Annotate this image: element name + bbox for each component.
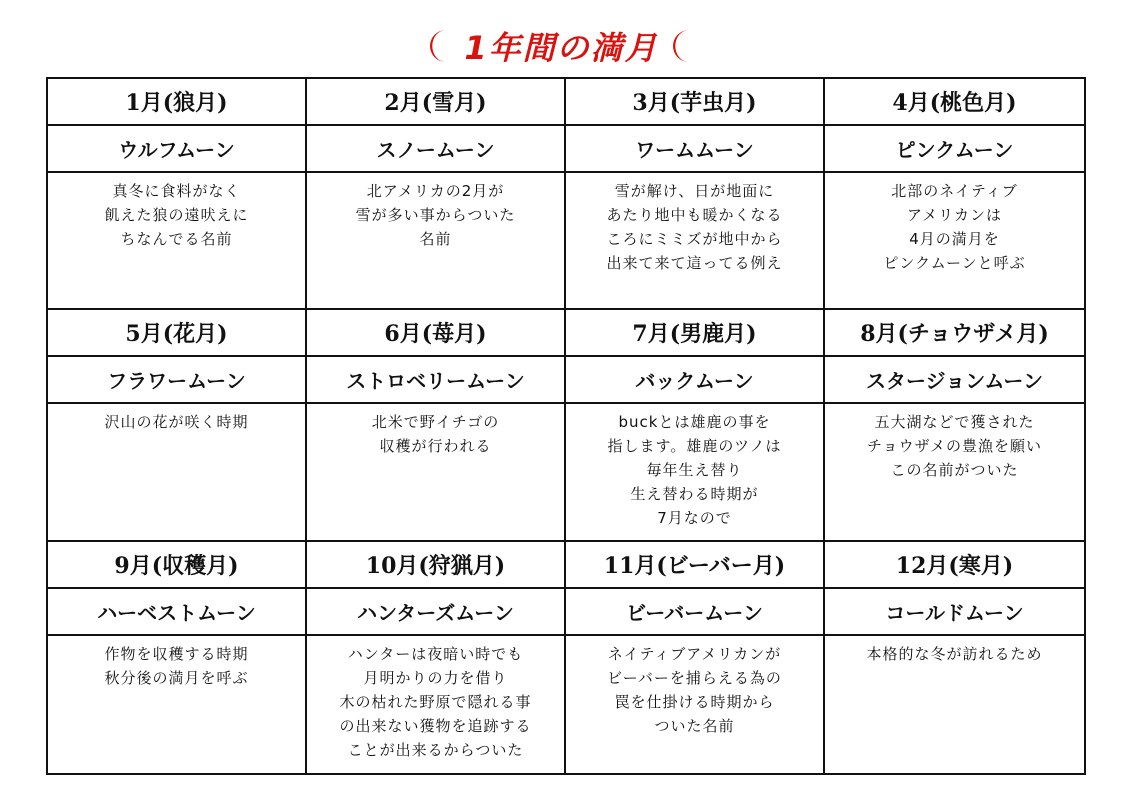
month-header: 10月(狩猟月) xyxy=(307,542,564,589)
month-header: 8月(チョウザメ月) xyxy=(825,310,1084,357)
month-cell-10 xyxy=(307,542,566,773)
moon-name: ピンクムーン xyxy=(825,126,1084,173)
month-header: 2月(雪月) xyxy=(307,79,564,126)
month-cell-3 xyxy=(566,79,825,310)
month-cell-2 xyxy=(307,79,566,310)
moon-description: 五大湖などで獲された チョウザメの豊漁を願い この名前がついた xyxy=(867,413,1042,480)
month-cell-9 xyxy=(48,542,307,773)
moon-description: 作物を収穫する時期 秋分後の満月を呼ぶ xyxy=(104,644,249,687)
moon-description: 北部のネイティブ アメリカンは 4月の満月を ピンクムーンと呼ぶ xyxy=(883,182,1026,272)
moon-name: ビーバームーン xyxy=(566,589,823,636)
month-header: 12月(寒月) xyxy=(825,542,1084,589)
moon-name: ハーベストムーン xyxy=(48,589,305,636)
month-cell-6 xyxy=(307,310,566,541)
moon-name: ワームムーン xyxy=(566,126,823,173)
full-moon-table xyxy=(46,77,1086,775)
moon-description: 真冬に食料がなく 飢えた狼の遠吠えに ちなんでる名前 xyxy=(104,182,249,248)
moon-name: スノームーン xyxy=(307,126,564,173)
month-cell-7 xyxy=(566,310,825,541)
title-row xyxy=(0,18,1123,74)
moon-description: 北米で野イチゴの 収穫が行われる xyxy=(371,413,500,456)
month-header: 11月(ビーバー月) xyxy=(566,542,823,589)
moon-name: コールドムーン xyxy=(825,589,1084,636)
moon-description: 雪が解け、日が地面に あたり地中も暖かくなる ころにミミズが地中から 出来て来て這ってる例え xyxy=(606,182,783,272)
crescent-moon-icon xyxy=(669,28,697,64)
crescent-moon-icon xyxy=(426,28,454,64)
moon-name: スタージョンムーン xyxy=(825,357,1084,404)
month-cell-12 xyxy=(825,542,1084,773)
month-header: 1月(狼月) xyxy=(48,79,305,126)
page-title: 1年間の満月 xyxy=(464,29,659,67)
month-header: 6月(苺月) xyxy=(307,310,564,357)
moon-description: buckとは雄鹿の事を 指します。雄鹿のツノは 毎年生え替り 生え替わる時期が 7月なので xyxy=(607,413,782,528)
month-cell-11 xyxy=(566,542,825,773)
moon-description: 北アメリカの2月が 雪が多い事からついた 名前 xyxy=(355,182,516,248)
month-header: 5月(花月) xyxy=(48,310,305,357)
moon-description: 沢山の花が咲く時期 xyxy=(104,413,249,432)
month-header: 3月(芋虫月) xyxy=(566,79,823,126)
month-header: 9月(収穫月) xyxy=(48,542,305,589)
month-cell-8 xyxy=(825,310,1084,541)
moon-name: フラワームーン xyxy=(48,357,305,404)
moon-description: ハンターは夜暗い時でも 月明かりの力を借り 木の枯れた野原で隠れる事 の出来ない獲物を追跡する ことが出来るからついた xyxy=(339,644,532,759)
month-cell-1 xyxy=(48,79,307,310)
month-header: 7月(男鹿月) xyxy=(566,310,823,357)
moon-name: バックムーン xyxy=(566,357,823,404)
month-cell-4 xyxy=(825,79,1084,310)
moon-description: 本格的な冬が訪れるため xyxy=(866,644,1043,663)
moon-name: ハンターズムーン xyxy=(307,589,564,636)
moon-description: ネイティブアメリカンが ビーバーを捕らえる為の 罠を仕掛ける時期から ついた名前 xyxy=(607,644,782,735)
moon-name: ウルフムーン xyxy=(48,126,305,173)
month-header: 4月(桃色月) xyxy=(825,79,1084,126)
moon-name: ストロベリームーン xyxy=(307,357,564,404)
month-cell-5 xyxy=(48,310,307,541)
